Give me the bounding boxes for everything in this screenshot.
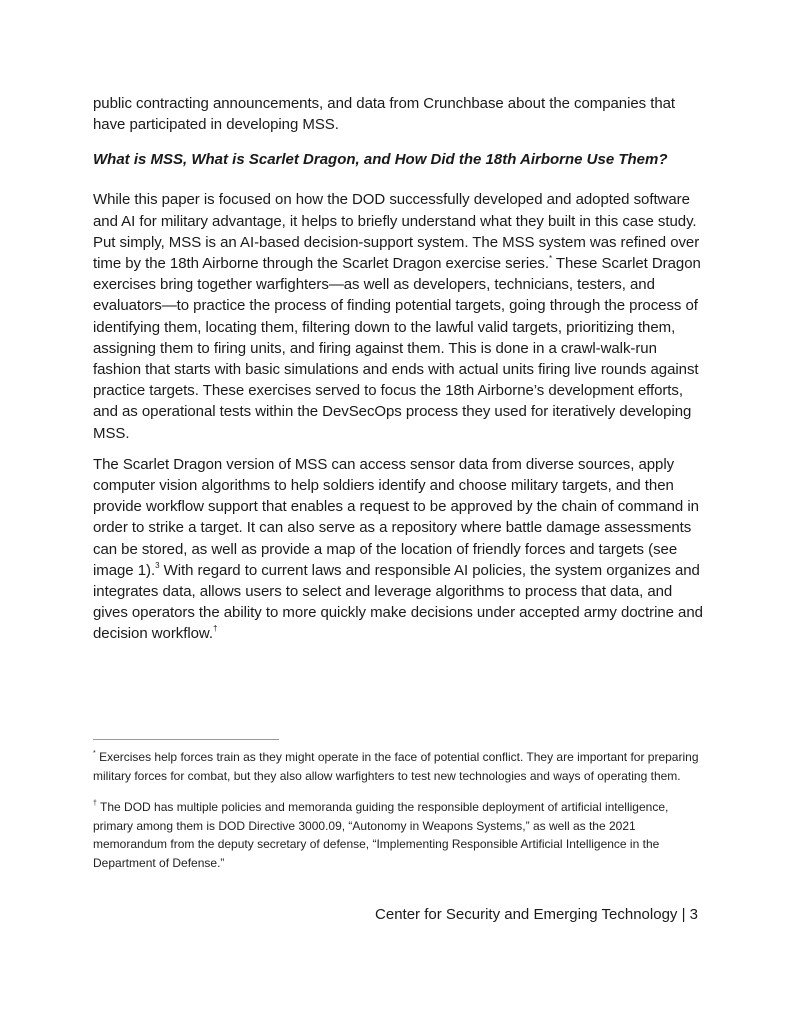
paragraph-2-text-a: The Scarlet Dragon version of MSS can access sensor data from diverse sources, apply computer vision algorithms to help soldiers identify and choose military targets, and then provide workflow support that enables a request to be approved by the chain of command in order to strike a target. It can also serve as a repository where battle damage assessments can be stored, as well as provide a map of the location of friendly forces and targets (see image 1). bbox=[93, 455, 699, 579]
footnote-text: Exercises help forces train as they might operate in the face of potential conflict. They are important for preparing military forces for combat, but they also allow warfighters to test new technologies and ways of operating them. bbox=[93, 750, 699, 783]
body-content bbox=[93, 93, 703, 645]
body-paragraph-2 bbox=[93, 454, 703, 645]
footnote-text: The DOD has multiple policies and memoranda guiding the responsible deployment of artificial intelligence, primary among them is DOD Directive 3000.09, “Autonomy in Weapons Systems,” as well as the 2021 memorandum from the deputy secretary of defense, “Implementing Responsible Artificial Intelligence in the Department of Defense.” bbox=[93, 800, 669, 870]
footnote-divider bbox=[93, 739, 279, 740]
page-footer: Center for Security and Emerging Technology | 3 bbox=[375, 906, 698, 923]
endnote-ref-3[interactable]: 3 bbox=[155, 560, 160, 570]
footnote-ref-asterisk[interactable]: * bbox=[548, 254, 553, 264]
footnotes-section bbox=[93, 748, 699, 885]
footnote-dagger bbox=[93, 798, 699, 872]
paragraph-2-text-b: With regard to current laws and responsible AI policies, the system organizes and integrates data, allows users to select and leverage algorithms to process that data, and gives operators the ability to more quickly make decisions under accepted army doctrine and decision workflow. bbox=[93, 561, 703, 643]
footnote-mark: † bbox=[93, 800, 97, 807]
footnote-asterisk bbox=[93, 748, 699, 785]
paragraph-1-text-b: These Scarlet Dragon exercises bring together warfighters—as well as developers, technicians, testers, and evaluators—to practice the process of finding potential targets, going through the process of identifying them, locating them, filtering down to the lawful valid targets, prioritizing them, assigning them to firing units, and firing against them. This is done in a crawl-walk-run fashion that starts with basic simulations and ends with actual units firing live rounds against practice targets. These exercises served to focus the 18th Airborne’s development efforts, and as operational tests within the DevSecOps process they used for iteratively developing MSS. bbox=[93, 255, 701, 442]
footnote-ref-dagger[interactable]: † bbox=[213, 624, 218, 634]
section-heading: What is MSS, What is Scarlet Dragon, and How Did the 18th Airborne Use Them? bbox=[93, 151, 668, 169]
body-paragraph-1 bbox=[93, 189, 703, 443]
intro-paragraph: public contracting announcements, and data from Crunchbase about the companies that have participated in developing MSS. bbox=[93, 95, 676, 134]
footnote-mark: * bbox=[93, 750, 96, 757]
paragraph-1-text-a: While this paper is focused on how the DOD successfully developed and adopted software and AI for military advantage, it helps to briefly understand what they built in this case study. Put simply, MSS is an AI-based decision-support system. The MSS system was refined over time by the 18th Airborne through the Scarlet Dragon exercise series. bbox=[93, 191, 700, 273]
